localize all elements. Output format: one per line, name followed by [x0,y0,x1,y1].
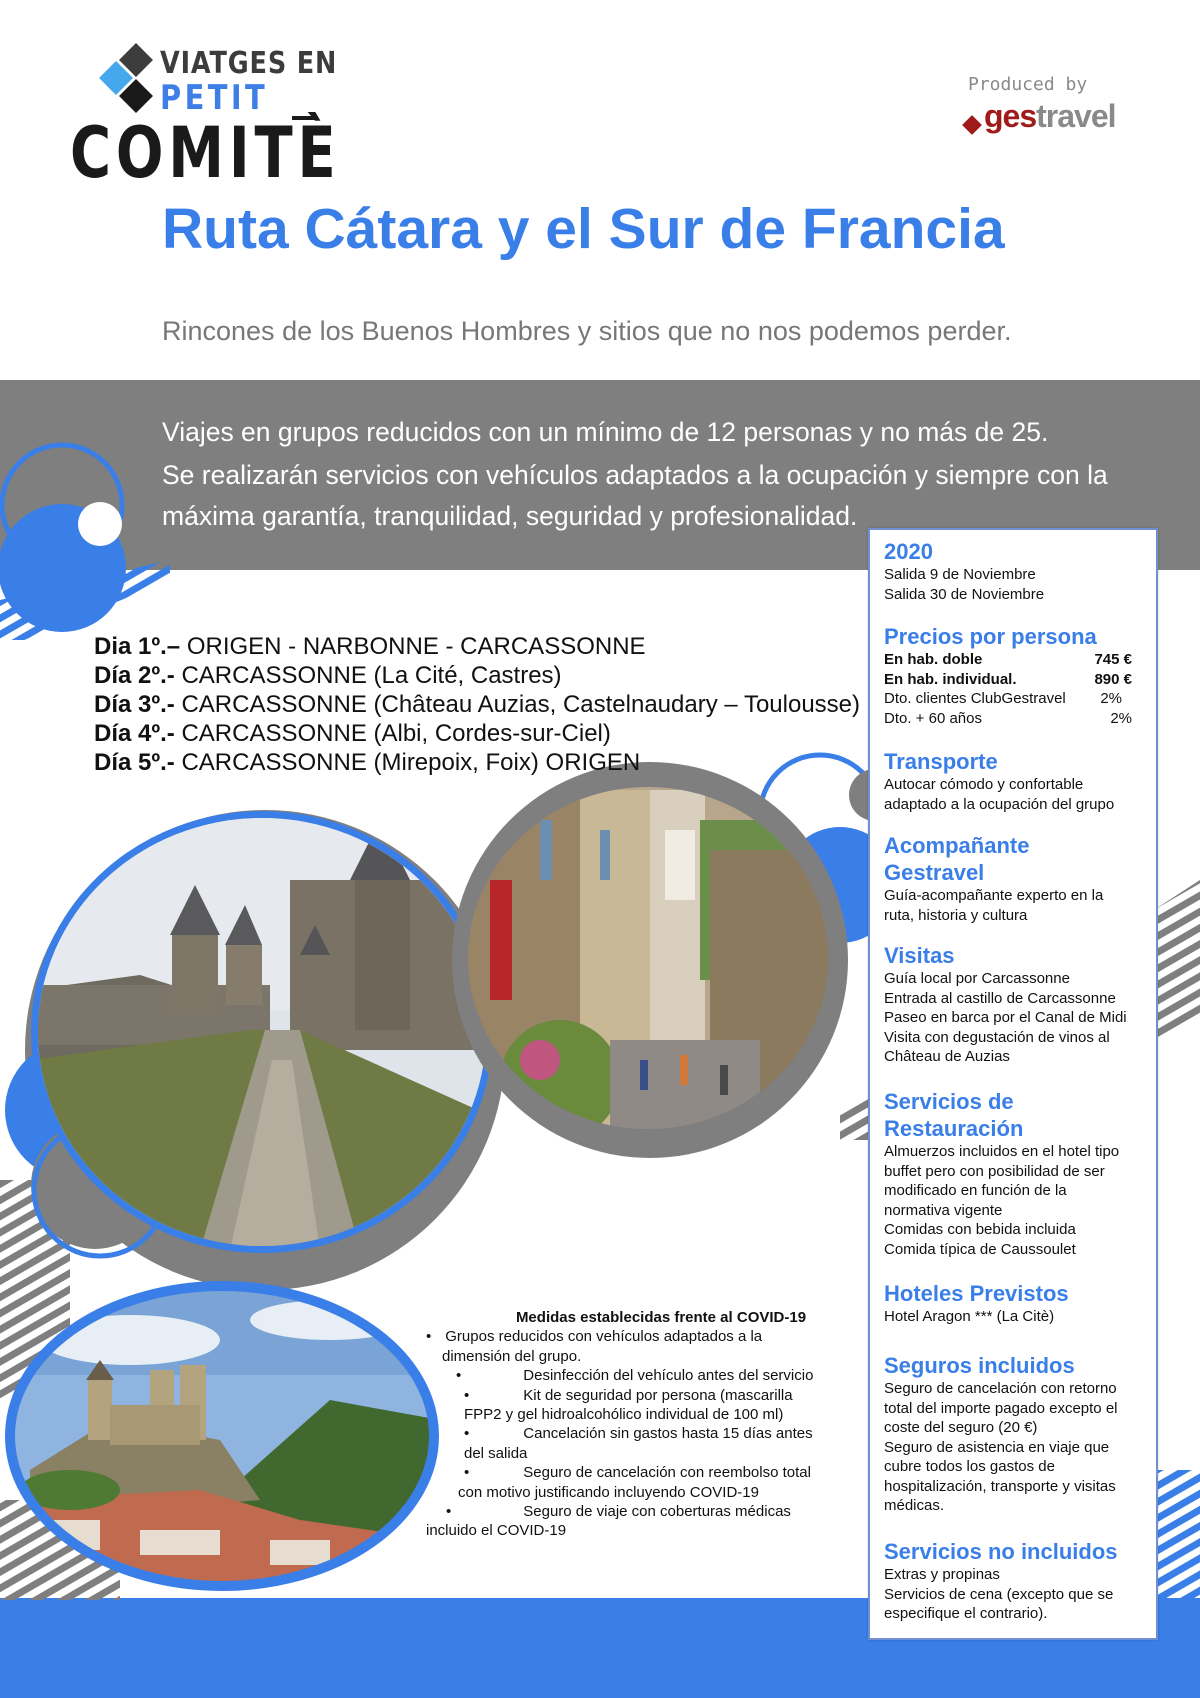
section-line: Guía-acompañante experto en la [884,887,1104,904]
section-line: Seguro de cancelación con retorno [884,1380,1117,1397]
bullet: • [426,1328,432,1346]
covid-measures [426,1308,856,1541]
bullet: • [446,1503,452,1521]
section-line: Paseo en barca por el Canal de Midi [884,1009,1127,1026]
covid-item-text: Seguro de viaje con coberturas médicas [523,1503,791,1521]
section-line: Château de Auzias [884,1048,1010,1065]
covid-item-cont: con motivo justificando incluyendo COVID-19 [458,1483,759,1501]
covid-item-cont: FPP2 y gel hidroalcohólico individual de 100 ml) [464,1406,784,1424]
section-line: Autocar cómodo y confortable [884,776,1084,793]
section-heading: Hoteles Previstos [884,1281,1069,1306]
section-line: adaptado a la ocupación del grupo [884,795,1115,813]
day-label: Día 2º.- [94,662,175,689]
bullet: • [464,1464,470,1482]
section-heading: Seguros incluidos [884,1353,1075,1378]
brand-logo [70,40,341,194]
section-heading: Servicios no incluidos [884,1539,1118,1564]
section-line: Comida típica de Caussoulet [884,1240,1076,1258]
section-prices [884,623,1154,728]
page-title: Ruta Cátara y el Sur de Francia [162,197,1005,261]
section-heading: 2020 [884,539,933,564]
itinerary-list [94,632,860,777]
info-sidebar [868,528,1158,1640]
section-heading: Servicios de [884,1089,1014,1114]
bullet: • [464,1425,470,1443]
section-heading: Restauración [884,1116,1024,1141]
price-row [884,670,1132,690]
covid-item [426,1386,856,1425]
section-line: Salida 30 de Noviembre [884,585,1045,603]
itinerary-day [94,632,860,661]
intro-text [162,412,1162,537]
section-line: Almuerzos incluidos en el hotel tipo [884,1143,1120,1160]
section-hotels [884,1280,1154,1327]
section-line: Entrada al castillo de Carcassonne [884,989,1116,1007]
itinerary-day [94,661,860,690]
itinerary-day [94,748,860,777]
section-visits [884,942,1154,1067]
covid-item-cont: incluido el COVID-19 [426,1522,567,1540]
bullet: • [456,1367,462,1385]
section-line: médicas. [884,1497,945,1514]
producer-logo [984,98,1116,135]
logo-line-3: COMITÈ [70,112,341,194]
section-line: coste del seguro (20 €) [884,1419,1038,1436]
day-label: Día 3º.- [94,691,175,718]
section-heading: Acompañante [884,833,1030,858]
section-insurance [884,1352,1154,1516]
section-line: Guía local por Carcassonne [884,970,1070,987]
section-year [884,538,1154,604]
page-subtitle: Rincones de los Buenos Hombres y sitios que no nos podemos perder. [162,316,1012,346]
section-line: buffet pero con posibilidad de ser [884,1162,1105,1180]
covid-item [426,1424,856,1463]
bullet: • [464,1386,470,1404]
section-line: Comidas con bebida incluida [884,1221,1076,1238]
covid-item-text: Desinfección del vehículo antes del servicio [523,1367,814,1385]
price-label: Dto. + 60 años [884,709,982,727]
covid-item [426,1366,856,1385]
price-value: 2% [1100,690,1122,707]
price-value: 890 € [1094,670,1132,688]
covid-item-text: Cancelación sin gastos hasta 15 días antes [523,1425,813,1443]
price-value: 2% [1110,709,1132,727]
section-heading: Gestravel [884,860,985,885]
covid-item [426,1502,856,1541]
price-row [884,650,1132,670]
day-label: Día 4º.- [94,720,175,747]
section-line: normativa vigente [884,1201,1003,1219]
price-label: En hab. doble [884,651,983,668]
section-not-included [884,1538,1154,1624]
section-line: Servicios de cena (excepto que se [884,1585,1114,1603]
itinerary-day [94,719,860,748]
section-guide [884,832,1154,925]
covid-item [426,1463,856,1502]
price-row [884,689,1132,709]
day-route: CARCASSONNE (La Cité, Castres) [174,662,562,689]
section-line: especifique el contrario). [884,1605,1048,1622]
producer-logo-part2: travel [1036,98,1116,134]
covid-item-text: Kit de seguridad por persona (mascarilla [523,1386,793,1404]
price-label: Dto. clientes ClubGestravel [884,690,1066,707]
price-row [884,709,1132,729]
section-line: Seguro de asistencia en viaje que [884,1438,1110,1456]
intro-line: Se realizarán servicios con vehículos adaptados a la ocupación y siempre con la [162,460,1108,490]
itinerary-day [94,690,860,719]
section-heading: Precios por persona [884,624,1097,649]
section-line: Visita con degustación de vinos al [884,1028,1110,1046]
section-line: total del importe pagado excepto el [884,1399,1118,1417]
section-heading: Visitas [884,943,955,968]
day-route: CARCASSONNE (Albi, Cordes-sur-Ciel) [174,720,611,747]
price-label: En hab. individual. [884,670,1017,688]
day-label: Día 5º.- [94,749,175,776]
intro-line: Viajes en grupos reducidos con un mínimo de 12 personas y no más de 25. [162,417,1049,447]
section-line: modificado en función de la [884,1182,1067,1199]
section-transport [884,748,1154,814]
produced-by-label: Produced by [968,74,1088,95]
covid-item [426,1327,856,1366]
section-line: hospitalización, transporte y visitas [884,1477,1116,1495]
day-label: Dia 1º.– [94,633,181,660]
section-line: Hotel Aragon *** (La Citè) [884,1308,1055,1325]
covid-item-text: Grupos reducidos con vehículos adaptados a la [445,1328,763,1346]
price-value: 745 € [1094,651,1132,668]
day-route: CARCASSONNE (Château Auzias, Castelnaudary – Toulousse) [174,691,861,718]
day-route: ORIGEN - NARBONNE - CARCASSONNE [180,633,646,660]
logo-line-2: PETIT [160,78,269,118]
section-line: ruta, historia y cultura [884,906,1028,924]
covid-title: Medidas establecidas frente al COVID-19 [515,1309,807,1326]
intro-line: máxima garantía, tranquilidad, seguridad y profesionalidad. [162,501,858,531]
covid-item-cont: del salida [464,1444,528,1462]
logo-line-1: VIATGES EN [160,46,338,81]
day-route: CARCASSONNE (Mirepoix, Foix) ORIGEN [174,749,641,776]
covid-item-text: Seguro de cancelación con reembolso total [523,1464,811,1482]
section-line: Extras y propinas [884,1566,1000,1583]
covid-item-cont: dimensión del grupo. [442,1347,582,1365]
section-line: cubre todos los gastos de [884,1458,1055,1475]
section-line: Salida 9 de Noviembre [884,566,1036,583]
producer-logo-part1: ges [984,98,1037,134]
section-heading: Transporte [884,749,998,774]
section-dining [884,1088,1154,1259]
